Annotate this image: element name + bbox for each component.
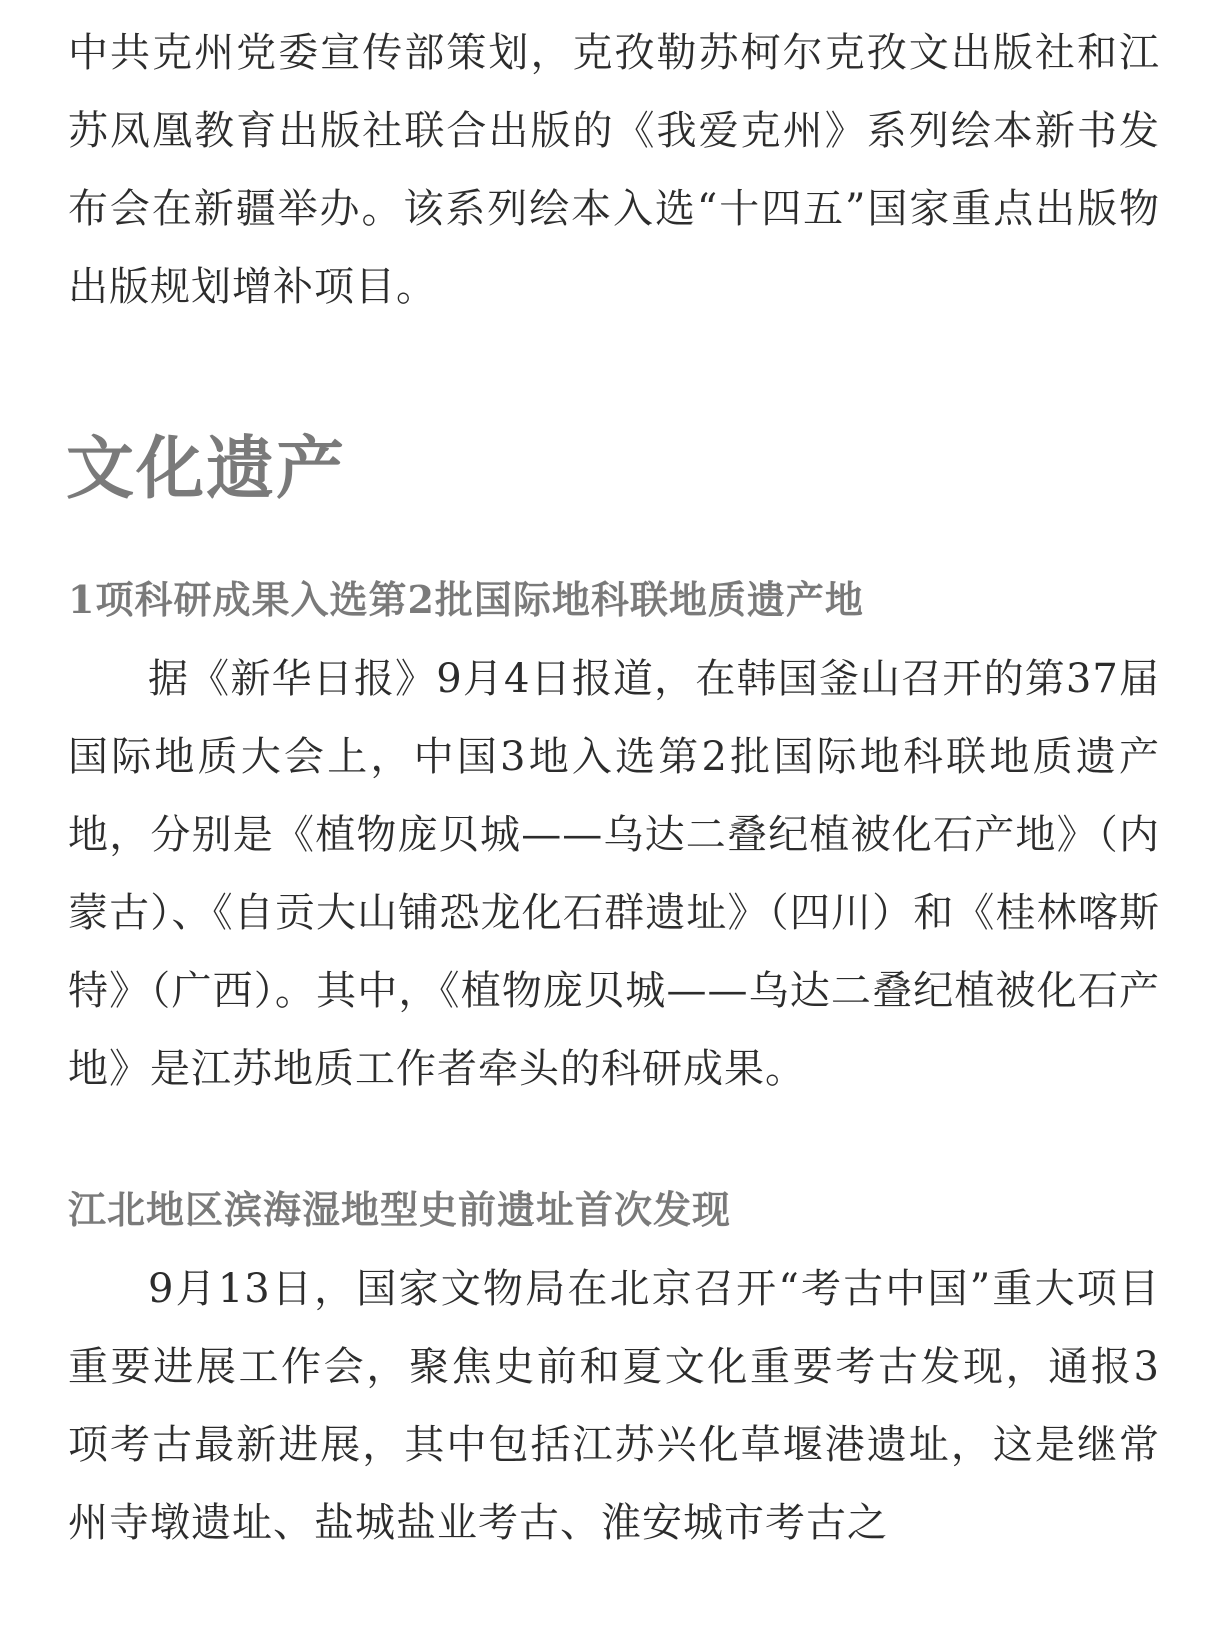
article-body: 据《新华日报》9月4日报道，在韩国釜山召开的第37届国际地质大会上，中国3地入选第2批国际地科联地质遗产地，分别是《植物庞贝城——乌达二叠纪植被化石产地》（内蒙古）、《自贡大山铺恐龙化石群遗址》（四川）和《桂林喀斯特》（广西）。其中，《植物庞贝城——乌达二叠纪植被化石产地》是江苏地质工作者牵头的科研成果。 (68, 656, 1160, 1092)
article-headline: 江北地区滨海湿地型史前遗址首次发现 (68, 1187, 732, 1232)
section-title: 文化遗产 (66, 430, 347, 509)
article-headline: 1项科研成果入选第2批国际地科联地质遗产地 (68, 577, 864, 622)
article-body: 9月13日，国家文物局在北京召开“考古中国”重大项目重要进展工作会，聚焦史前和夏文化重要考古发现，通报3项考古最新进展，其中包括江苏兴化草堰港遗址，这是继常州寺墩遗址、盐城盐业考古、淮安城市考古之 (68, 1266, 1160, 1546)
intro-paragraph: 中共克州党委宣传部策划，克孜勒苏柯尔克孜文出版社和江苏凤凰教育出版社联合出版的《我爱克州》系列绘本新书发布会在新疆举办。该系列绘本入选“十四五”国家重点出版物出版规划增补项目。 (68, 30, 1160, 310)
